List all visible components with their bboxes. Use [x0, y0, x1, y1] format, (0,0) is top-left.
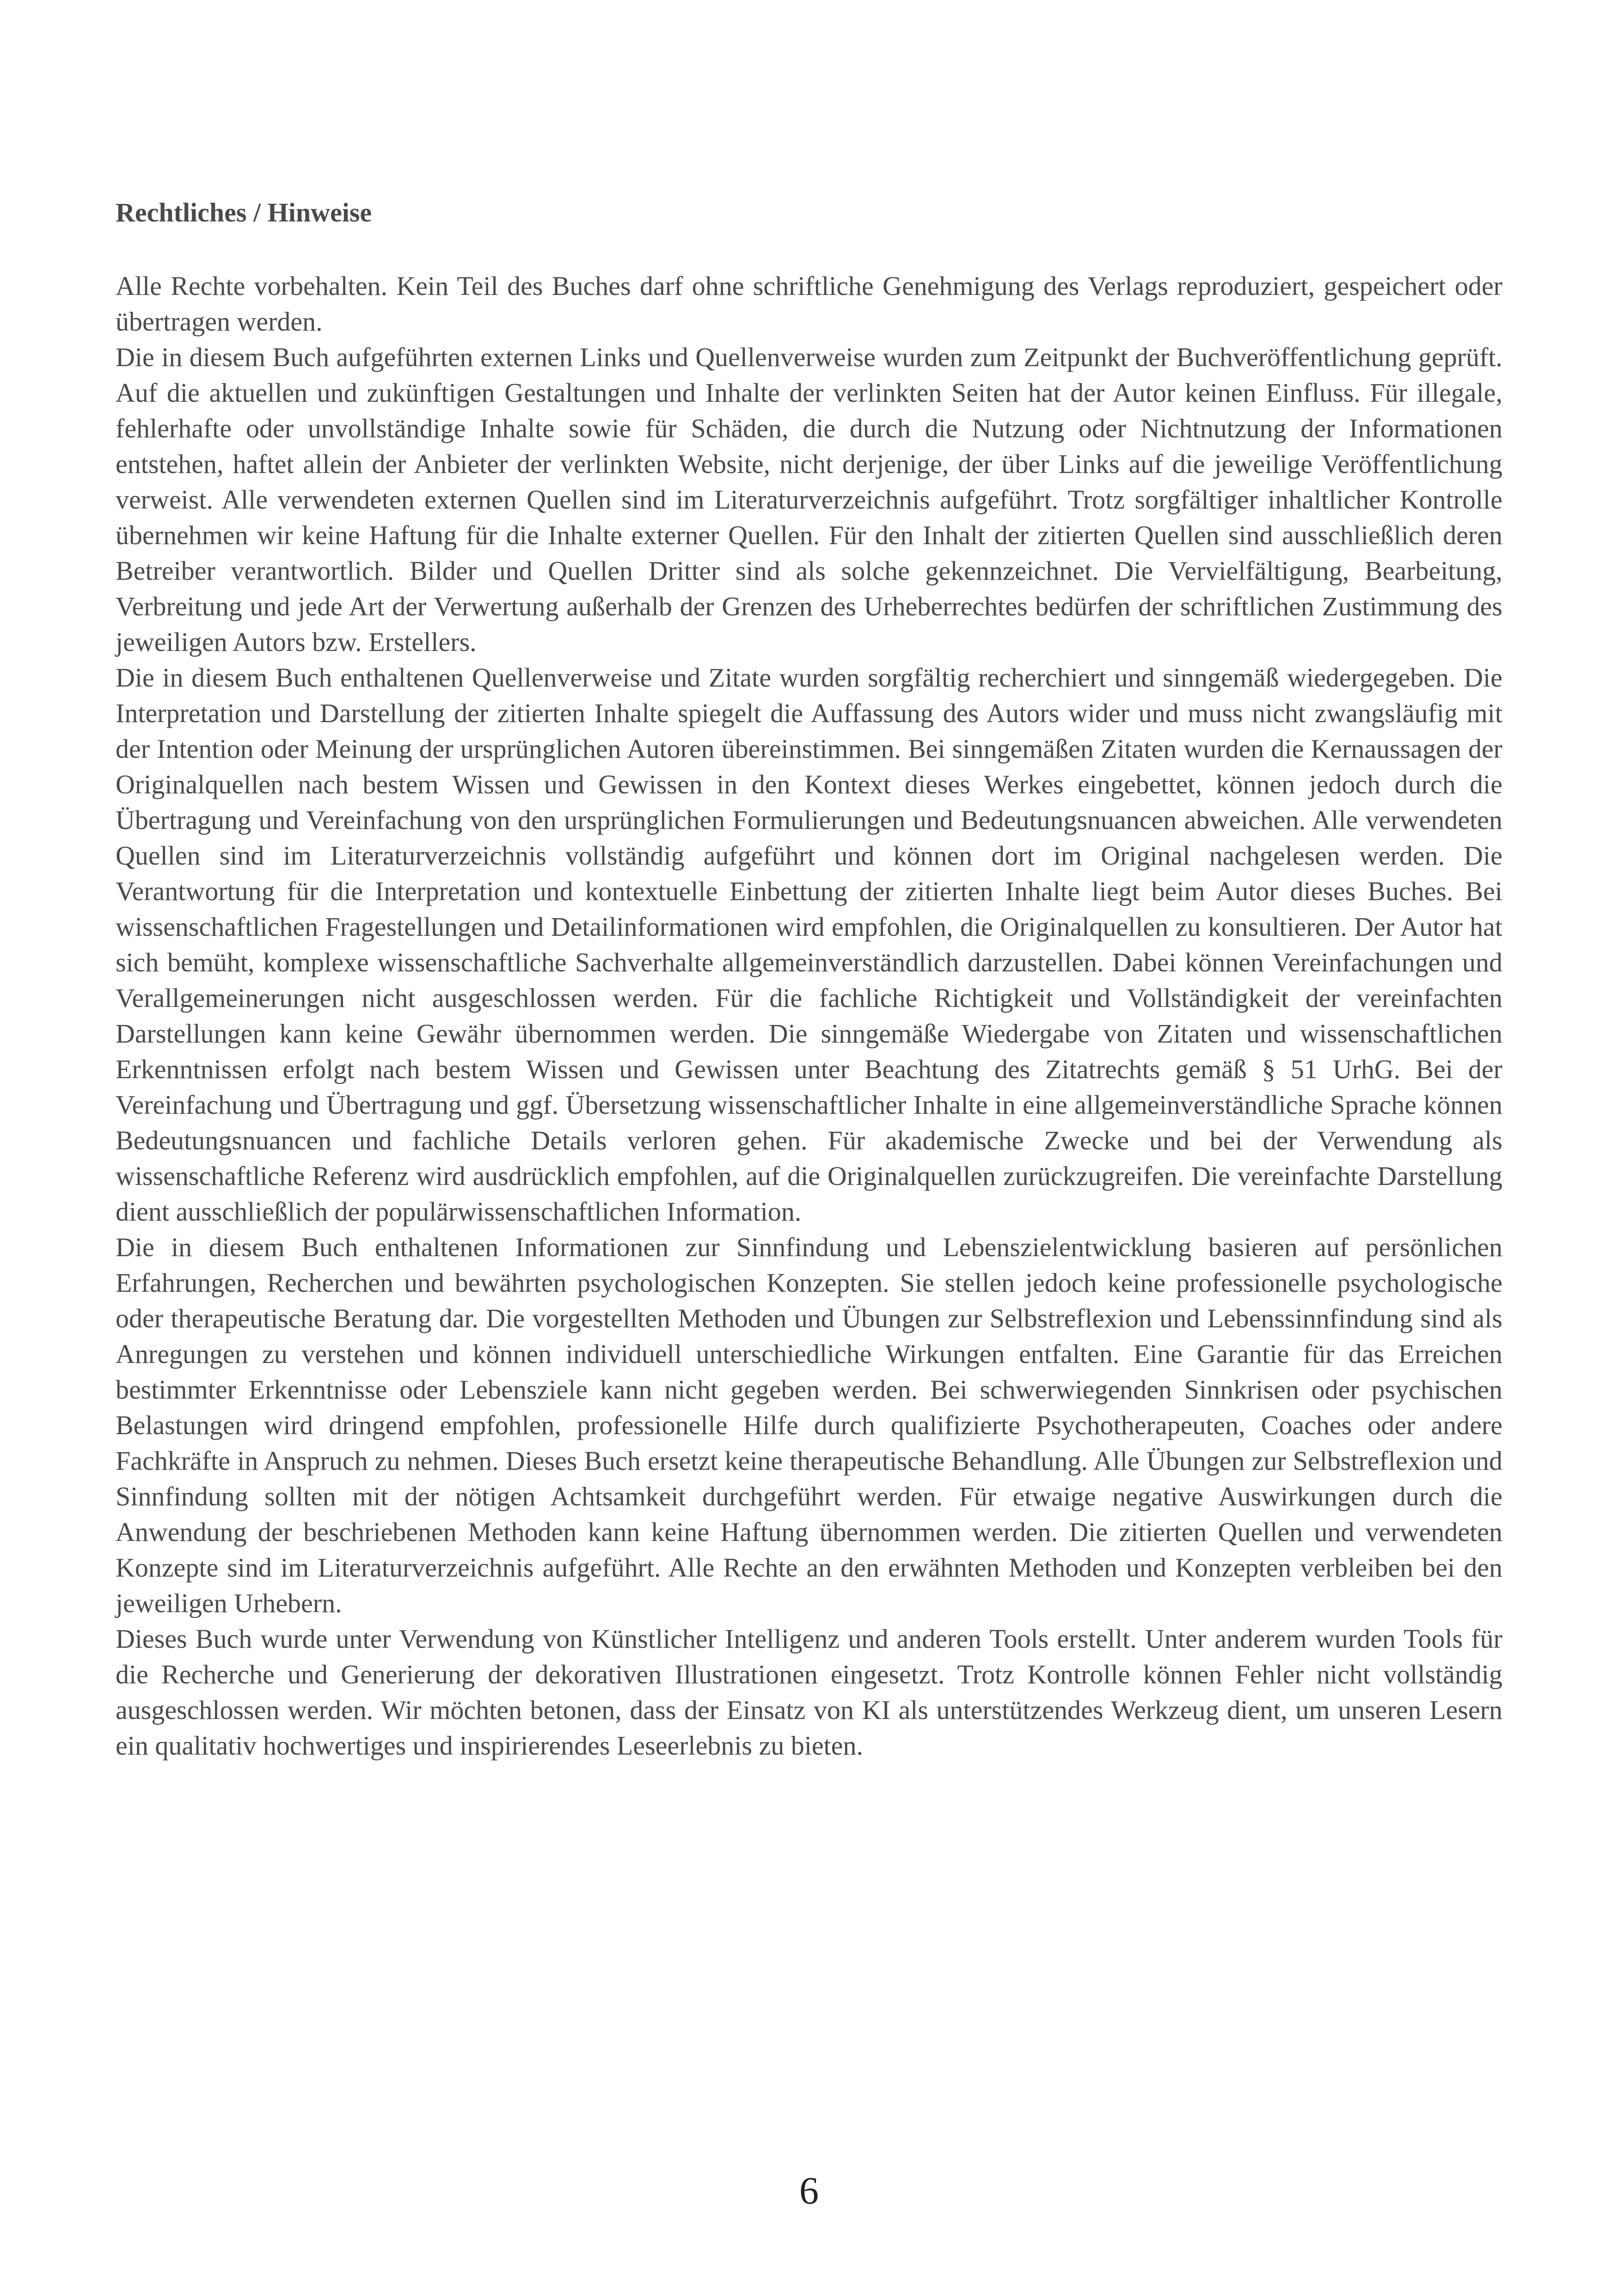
paragraph-citations: Die in diesem Buch enthaltenen Quellenverweise und Zitate wurden sorgfältig recherchiert und sinngemäß wiedergegeben. Die Interpretation und Darstellung der zitierten Inhalte spiegelt die Auffassung des Autors wider und muss nicht zwangsläufig mit der Intention oder Meinung der ursprünglichen Autoren übereinstimmen. Bei sinngemäßen Zitaten wurden die Kernaussagen der Originalquellen nach bestem Wissen und Gewissen in den Kontext dieses Werkes eingebettet, können jedoch durch die Übertragung und Vereinfachung von den ursprünglichen Formulierungen und Bedeutungsnuancen abweichen. Alle verwendeten Quellen sind im Literaturverzeichnis vollständig aufgeführt und können dort im Original nachgelesen werden. Die Verantwortung für die Interpretation und kontextuelle Einbettung der zitierten Inhalte liegt beim Autor dieses Buches. Bei wissenschaftlichen Fragestellungen und Detailinformationen wird empfohlen, die Originalquellen zu konsultieren. Der Autor hat sich bemüht, komplexe wissenschaftliche Sachverhalte allgemeinverständlich darzustellen. Dabei können Vereinfachungen und Verallgemeinerungen nicht ausgeschlossen werden. Für die fachliche Richtigkeit und Vollständigkeit der vereinfachten Darstellungen kann keine Gewähr übernommen werden. Die sinngemäße Wiedergabe von Zitaten und wissenschaftlichen Erkenntnissen erfolgt nach bestem Wissen und Gewissen unter Beachtung des Zitatrechts gemäß § 51 UrhG. Bei der Vereinfachung und Übertragung und ggf. Übersetzung wissenschaftlicher Inhalte in eine allgemeinverständliche Sprache können Bedeutungsnuancen und fachliche Details verloren gehen. Für akademische Zwecke und bei der Verwendung als wissenschaftliche Referenz wird ausdrücklich empfohlen, auf die Originalquellen zurückzugreifen. Die vereinfachte Darstellung dient ausschließlich der populärwissenschaftlichen Information. — [116, 663, 1502, 1227]
paragraph-external-links: Die in diesem Buch aufgeführten externen Links und Quellenverweise wurden zum Zeitpunkt der Buchveröffentlichung geprüft. Auf die aktuellen und zukünftigen Gestaltungen und Inhalte der verlinkten Seiten hat der Autor keinen Einfluss. Für illegale, fehlerhafte oder unvollständige Inhalte sowie für Schäden, die durch die Nutzung oder Nichtnutzung der Informationen entstehen, haftet allein der Anbieter der verlinkten Website, nicht derjenige, der über Links auf die jeweilige Veröffentlichung verweist. Alle verwendeten externen Quellen sind im Literaturverzeichnis aufgeführt. Trotz sorgfältiger inhaltlicher Kontrolle übernehmen wir keine Haftung für die Inhalte externer Quellen. Für den Inhalt der zitierten Quellen sind ausschließlich deren Betreiber verantwortlich. Bilder und Quellen Dritter sind als solche gekennzeichnet. Die Vervielfältigung, Bearbeitung, Verbreitung und jede Art der Verwertung außerhalb der Grenzen des Urheberrechtes bedürfen der schriftlichen Zustimmung des jeweiligen Autors bzw. Erstellers. — [116, 342, 1502, 657]
page-content — [116, 194, 1502, 1763]
paragraph-rights: Alle Rechte vorbehalten. Kein Teil des Buches darf ohne schriftliche Genehmigung des Verlags reproduziert, gespeichert oder übertragen werden. — [116, 271, 1502, 337]
paragraph-disclaimer-psychology: Die in diesem Buch enthaltenen Informationen zur Sinnfindung und Lebenszielentwicklung basieren auf persönlichen Erfahrungen, Recherchen und bewährten psychologischen Konzepten. Sie stellen jedoch keine professionelle psychologische oder therapeutische Beratung dar. Die vorgestellten Methoden und Übungen zur Selbstreflexion und Lebenssinnfindung sind als Anregungen zu verstehen und können individuell unterschiedliche Wirkungen entfalten. Eine Garantie für das Erreichen bestimmter Erkenntnisse oder Lebensziele kann nicht gegeben werden. Bei schwerwiegenden Sinnkrisen oder psychischen Belastungen wird dringend empfohlen, professionelle Hilfe durch qualifizierte Psychotherapeuten, Coaches oder andere Fachkräfte in Anspruch zu nehmen. Dieses Buch ersetzt keine therapeutische Behandlung. Alle Übungen zur Selbstreflexion und Sinnfindung sollten mit der nötigen Achtsamkeit durchgeführt werden. Für etwaige negative Auswirkungen durch die Anwendung der beschriebenen Methoden kann keine Haftung übernommen werden. Die zitierten Quellen und verwendeten Konzepte sind im Literaturverzeichnis aufgeführt. Alle Rechte an den erwähnten Methoden und Konzepten verbleiben bei den jeweiligen Urhebern. — [116, 1232, 1502, 1618]
section-heading: Rechtliches / Hinweise — [116, 197, 372, 227]
paragraph-ai-usage: Dieses Buch wurde unter Verwendung von Künstlicher Intelligenz und anderen Tools erstellt. Unter anderem wurden Tools für die Recherche und Generierung der dekorativen Illustrationen eingesetzt. Trotz Kontrolle können Fehler nicht vollständig ausgeschlossen werden. Wir möchten betonen, dass der Einsatz von KI als unterstützendes Werkzeug dient, um unseren Lesern ein qualitativ hochwertiges und inspirierendes Leseerlebnis zu bieten. — [116, 1624, 1502, 1761]
page-number: 6 — [799, 2169, 819, 2212]
